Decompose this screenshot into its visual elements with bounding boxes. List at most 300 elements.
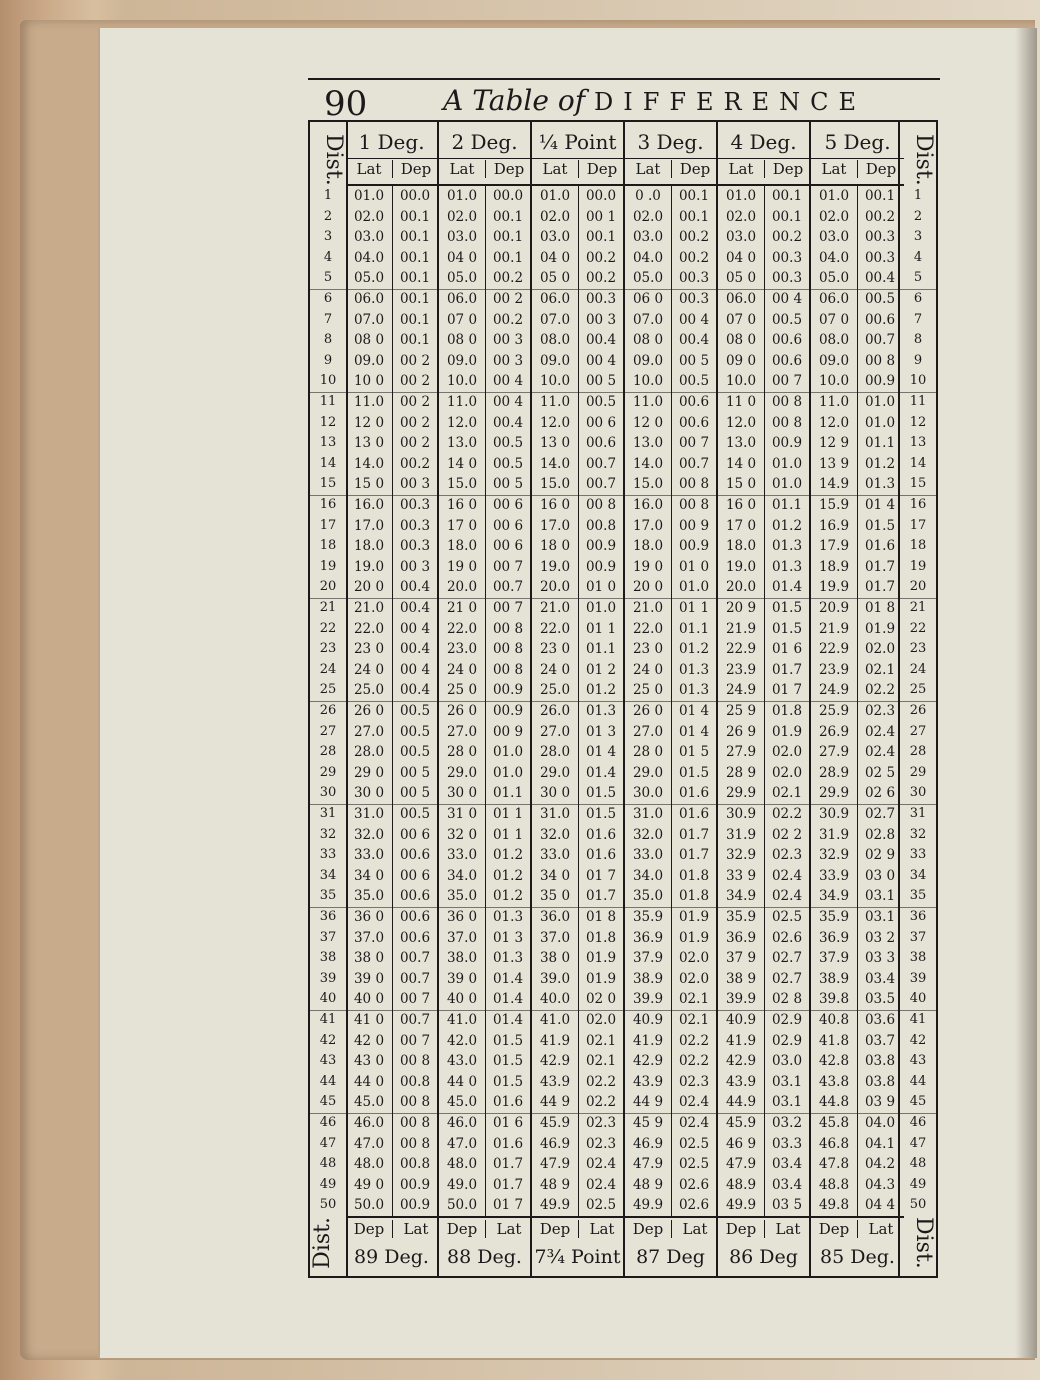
dep-cell: 03.5 [864, 991, 896, 1008]
lat-cell: 31.0 [539, 806, 571, 822]
lat-cell: 40 0 [446, 991, 478, 1008]
dep-cell: 01.1 [771, 497, 803, 513]
dep-cell: 03 5 [771, 1197, 803, 1214]
dist-number: 48 [319, 1156, 337, 1172]
dep-cell: 02.0 [864, 641, 896, 658]
dep-cell: 01.2 [771, 517, 803, 534]
lat-cell: 05 0 [539, 270, 571, 287]
dist-number: 24 [909, 661, 927, 677]
dep-cell: 01.4 [492, 970, 524, 987]
lat-cell: 02.0 [725, 208, 757, 225]
lat-cell: 09.0 [353, 352, 385, 369]
dist-number: 42 [319, 1032, 337, 1048]
sub-footer-dep: Dep [353, 1220, 385, 1238]
sub-footer-lat: Lat [392, 1220, 439, 1238]
dist-number: 23 [319, 641, 337, 657]
lat-cell: 28.0 [539, 744, 571, 761]
lat-cell: 46.9 [539, 1135, 571, 1152]
lat-cell: 27.0 [539, 723, 571, 740]
dep-cell: 01 7 [771, 682, 803, 699]
dep-cell: 00.3 [678, 291, 710, 307]
lat-cell: 16.0 [353, 497, 385, 513]
dep-cell: 00.6 [399, 909, 431, 925]
lat-cell: 39 0 [446, 970, 478, 987]
dep-cell: 00.5 [492, 435, 524, 452]
dep-cell: 00 6 [492, 538, 524, 555]
lat-cell: 09.0 [818, 352, 850, 369]
dep-cell: 03.1 [771, 1073, 803, 1090]
lat-cell: 35.9 [725, 909, 757, 925]
lat-cell: 23 0 [539, 641, 571, 658]
lat-cell: 18 0 [539, 538, 571, 555]
dist-number: 18 [319, 538, 337, 554]
dep-cell: 00.7 [585, 455, 617, 472]
lat-cell: 19.0 [353, 558, 385, 575]
dep-cell: 00.4 [399, 641, 431, 658]
dep-cell: 01.6 [492, 1135, 524, 1152]
dep-cell: 01.5 [492, 1073, 524, 1090]
lat-cell: 04 0 [725, 249, 757, 266]
dep-cell: 00.1 [399, 311, 431, 328]
dist-number: 32 [909, 826, 927, 842]
sub-header-lat: Lat [542, 160, 568, 178]
lat-cell: 18.9 [818, 558, 850, 575]
lat-cell: 05.0 [632, 270, 664, 287]
dep-cell: 00 8 [771, 414, 803, 431]
sub-footer-dep: Dep [632, 1220, 664, 1238]
lat-cell: 17 0 [446, 517, 478, 534]
lat-cell: 49.9 [539, 1197, 571, 1214]
lat-cell: 24 0 [446, 661, 478, 678]
lat-cell: 15.0 [539, 476, 571, 493]
dist-number: 29 [909, 764, 927, 780]
lat-cell: 01.0 [818, 188, 850, 204]
lat-cell: 04 0 [446, 249, 478, 266]
lat-cell: 41.8 [818, 1032, 850, 1049]
dep-cell: 03 0 [864, 867, 896, 884]
dist-number: 10 [909, 373, 927, 389]
dep-cell: 01.1 [864, 435, 896, 452]
dep-cell: 02.1 [864, 661, 896, 678]
lat-cell: 36.9 [725, 929, 757, 946]
title-caps: DIFFERENCE [593, 88, 866, 116]
lat-cell: 12.0 [446, 414, 478, 431]
lat-cell: 24.9 [818, 682, 850, 699]
lat-cell: 22.9 [725, 641, 757, 658]
dep-cell: 00.2 [678, 249, 710, 266]
lat-cell: 47.9 [725, 1156, 757, 1173]
dep-cell: 00.9 [399, 1197, 431, 1214]
dep-cell: 00.3 [585, 291, 617, 307]
dep-cell: 00 8 [399, 1053, 431, 1070]
lat-cell: 35.0 [632, 888, 664, 905]
dep-cell: 01.3 [678, 682, 710, 699]
lat-cell: 20 0 [353, 579, 385, 596]
group-footer: 88 Deg. [447, 1246, 522, 1268]
lat-cell: 06 0 [632, 291, 664, 307]
lat-cell: 45 9 [632, 1115, 664, 1131]
dist-number: 5 [323, 270, 333, 286]
dep-cell: 02.6 [678, 1176, 710, 1193]
dep-cell: 00.1 [399, 291, 431, 307]
dep-cell: 01.6 [678, 806, 710, 822]
row-group-rule [310, 1010, 936, 1011]
lat-cell: 26 0 [353, 703, 385, 719]
lat-cell: 29.9 [818, 785, 850, 802]
dep-cell: 02.4 [864, 744, 896, 761]
lat-cell: 14 0 [446, 455, 478, 472]
dep-cell: 00.5 [771, 311, 803, 328]
dep-cell: 02.5 [585, 1197, 617, 1214]
dep-cell: 01.7 [864, 558, 896, 575]
lat-cell: 46.0 [446, 1115, 478, 1131]
group-footer: 85 Deg. [820, 1246, 895, 1268]
dep-cell: 01.2 [492, 847, 524, 864]
dist-number: 47 [909, 1135, 927, 1151]
dep-cell: 00.1 [399, 270, 431, 287]
dep-cell: 01.0 [771, 476, 803, 493]
dist-number: 3 [323, 229, 333, 245]
dist-number: 44 [909, 1073, 927, 1089]
dist-number: 42 [909, 1032, 927, 1048]
dep-cell: 00.5 [678, 373, 710, 390]
dep-cell: 00 7 [492, 600, 524, 616]
dist-number: 50 [909, 1197, 927, 1213]
dep-cell: 01.7 [771, 661, 803, 678]
sub-header-top [439, 158, 530, 186]
dep-cell: 04.2 [864, 1156, 896, 1173]
title-italic: A Table of [443, 84, 586, 117]
dep-cell: 00 3 [585, 311, 617, 328]
lat-cell: 49.9 [632, 1197, 664, 1214]
dep-cell: 00 5 [585, 373, 617, 390]
dist-number: 39 [909, 970, 927, 986]
dep-cell: 00.2 [492, 270, 524, 287]
lat-cell: 17.0 [539, 517, 571, 534]
lat-cell: 17.0 [632, 517, 664, 534]
lat-cell: 03.0 [725, 229, 757, 246]
lat-cell: 15 0 [725, 476, 757, 493]
sub-header-dep: Dep [671, 160, 718, 178]
lat-cell: 32 0 [446, 826, 478, 843]
dep-cell: 01.7 [585, 888, 617, 905]
lat-cell: 03.0 [818, 229, 850, 246]
lat-cell: 31.9 [725, 826, 757, 843]
lat-cell: 34 0 [353, 867, 385, 884]
dep-cell: 02.9 [771, 1012, 803, 1028]
sub-footer-lat: Lat [857, 1220, 904, 1238]
lat-cell: 14.9 [818, 476, 850, 493]
row-group-rule [310, 701, 936, 702]
lat-cell: 37.0 [353, 929, 385, 946]
dep-cell: 02.3 [771, 847, 803, 864]
dist-number: 9 [323, 352, 333, 368]
dist-number: 30 [319, 785, 337, 801]
lat-cell: 25.9 [818, 703, 850, 719]
lat-cell: 11.0 [353, 394, 385, 410]
lat-cell: 38.9 [818, 970, 850, 987]
lat-cell: 09 0 [725, 352, 757, 369]
dist-number: 13 [909, 435, 927, 451]
dist-number: 9 [913, 352, 923, 368]
dep-cell: 00 2 [399, 373, 431, 390]
lat-cell: 21.0 [539, 600, 571, 616]
lat-cell: 10.0 [818, 373, 850, 390]
dist-number: 21 [319, 600, 337, 615]
dist-number: 7 [913, 311, 923, 327]
lat-cell: 11.0 [632, 394, 664, 410]
dep-cell: 01.0 [864, 394, 896, 410]
dist-number: 22 [909, 620, 927, 636]
dep-cell: 03.1 [771, 1094, 803, 1111]
dist-number: 44 [319, 1073, 337, 1089]
lat-cell: 34.9 [725, 888, 757, 905]
dep-cell: 00.3 [864, 249, 896, 266]
lat-cell: 29.9 [725, 785, 757, 802]
dist-number: 41 [909, 1012, 927, 1027]
dep-cell: 00.3 [399, 517, 431, 534]
dep-cell: 00.1 [492, 229, 524, 246]
dep-cell: 01 1 [492, 806, 524, 822]
dist-number: 31 [909, 806, 927, 821]
lat-cell: 36 0 [446, 909, 478, 925]
lat-cell: 33.0 [632, 847, 664, 864]
dep-cell: 02.4 [585, 1156, 617, 1173]
dep-cell: 01.6 [678, 785, 710, 802]
dep-cell: 02 6 [864, 785, 896, 802]
dep-cell: 01.8 [771, 703, 803, 719]
lat-cell: 26 0 [632, 703, 664, 719]
lat-cell: 06.0 [818, 291, 850, 307]
lat-cell: 31 0 [446, 806, 478, 822]
dep-cell: 00.1 [771, 208, 803, 225]
sub-footer-lat: Lat [578, 1220, 625, 1238]
dist-number: 45 [319, 1094, 337, 1110]
lat-cell: 47.9 [539, 1156, 571, 1173]
dist-number: 30 [909, 785, 927, 801]
lat-cell: 45.9 [725, 1115, 757, 1131]
lat-cell: 32.0 [632, 826, 664, 843]
dep-cell: 00 2 [399, 414, 431, 431]
row-group-rule [310, 907, 936, 908]
lat-cell: 33.9 [818, 867, 850, 884]
lat-cell: 07 0 [725, 311, 757, 328]
lat-cell: 42.9 [539, 1053, 571, 1070]
column-group-3 [532, 122, 625, 1276]
dep-cell: 00 2 [492, 291, 524, 307]
dist-number: 28 [909, 744, 927, 760]
dist-number: 37 [909, 929, 927, 945]
lat-cell: 17 0 [725, 517, 757, 534]
lat-cell: 20.9 [818, 600, 850, 616]
lat-cell: 14 0 [725, 455, 757, 472]
lat-cell: 41.0 [446, 1012, 478, 1028]
dep-cell: 00 2 [399, 435, 431, 452]
dep-cell: 01 3 [492, 929, 524, 946]
sub-header-lat: Lat [449, 160, 475, 178]
dist-number: 40 [319, 991, 337, 1007]
dep-cell: 01.6 [864, 538, 896, 555]
dist-number: 17 [319, 517, 337, 533]
dep-cell: 03.4 [771, 1176, 803, 1193]
dist-number: 48 [909, 1156, 927, 1172]
lat-cell: 31.0 [353, 806, 385, 822]
dep-cell: 01.0 [771, 455, 803, 472]
dep-cell: 02.6 [771, 929, 803, 946]
lat-cell: 22.9 [818, 641, 850, 658]
dep-cell: 02.1 [585, 1053, 617, 1070]
group-heading: ¼ Point [532, 122, 623, 159]
sub-header-lat: Lat [821, 160, 847, 178]
dep-cell: 00 8 [492, 620, 524, 637]
dep-cell: 00.4 [492, 414, 524, 431]
dist-number: 4 [913, 249, 923, 265]
lat-cell: 30 0 [353, 785, 385, 802]
lat-cell: 30.9 [818, 806, 850, 822]
dep-cell: 01.2 [678, 641, 710, 658]
dep-cell: 01.4 [492, 991, 524, 1008]
dist-number: 36 [319, 909, 337, 924]
dist-number: 1 [913, 188, 923, 203]
sub-header-lat: Lat [356, 160, 382, 178]
row-group-rule [310, 495, 936, 496]
lat-cell: 21.9 [818, 620, 850, 637]
dist-number: 46 [319, 1115, 337, 1130]
dep-cell: 02.2 [585, 1094, 617, 1111]
lat-cell: 01.0 [539, 188, 571, 204]
lat-cell: 02.0 [632, 208, 664, 225]
dist-number: 23 [909, 641, 927, 657]
lat-cell: 25 0 [446, 682, 478, 699]
dep-cell: 00 7 [399, 1032, 431, 1049]
lat-cell: 16 0 [446, 497, 478, 513]
dep-cell: 01.1 [492, 785, 524, 802]
dist-number: 28 [319, 744, 337, 760]
dep-cell: 00.5 [399, 703, 431, 719]
lat-cell: 28 0 [632, 744, 664, 761]
group-heading: 5 Deg. [811, 122, 904, 159]
dep-cell: 02.0 [585, 1012, 617, 1028]
dep-cell: 01.3 [678, 661, 710, 678]
lat-cell: 19.9 [818, 579, 850, 596]
dist-label-top-left: Dist. [321, 134, 346, 186]
lat-cell: 27.0 [446, 723, 478, 740]
lat-cell: 19 0 [446, 558, 478, 575]
lat-cell: 41.9 [632, 1032, 664, 1049]
dep-cell: 01 3 [585, 723, 617, 740]
dep-cell: 00.2 [771, 229, 803, 246]
lat-cell: 06.0 [539, 291, 571, 307]
dep-cell: 01.7 [492, 1176, 524, 1193]
lat-cell: 12.0 [725, 414, 757, 431]
lat-cell: 46.8 [818, 1135, 850, 1152]
dist-number: 27 [319, 723, 337, 739]
lat-cell: 21.0 [353, 600, 385, 616]
dist-number: 38 [909, 950, 927, 966]
lat-cell: 07 0 [446, 311, 478, 328]
dep-cell: 02.0 [678, 950, 710, 967]
lat-cell: 08.0 [539, 332, 571, 349]
lat-cell: 12 0 [353, 414, 385, 431]
dep-cell: 02.2 [585, 1073, 617, 1090]
lat-cell: 23.9 [725, 661, 757, 678]
dist-number: 34 [909, 867, 927, 883]
lat-cell: 11.0 [539, 394, 571, 410]
lat-cell: 35.9 [632, 909, 664, 925]
dep-cell: 00.7 [678, 455, 710, 472]
dep-cell: 04 4 [864, 1197, 896, 1214]
dep-cell: 01.4 [492, 1012, 524, 1028]
page-header [308, 78, 940, 122]
lat-cell: 25.0 [353, 682, 385, 699]
page-title [443, 84, 866, 117]
lat-cell: 27.0 [353, 723, 385, 740]
dep-cell: 00 5 [399, 785, 431, 802]
lat-cell: 48.9 [725, 1176, 757, 1193]
lat-cell: 45.0 [446, 1094, 478, 1111]
lat-cell: 28 9 [725, 764, 757, 781]
lat-cell: 09.0 [539, 352, 571, 369]
dep-cell: 00 4 [492, 373, 524, 390]
lat-cell: 05.0 [446, 270, 478, 287]
lat-cell: 26.0 [539, 703, 571, 719]
lat-cell: 28 0 [446, 744, 478, 761]
dep-cell: 02.3 [585, 1115, 617, 1131]
dist-column-left [310, 122, 348, 1276]
lat-cell: 38 9 [725, 970, 757, 987]
lat-cell: 48 9 [632, 1176, 664, 1193]
dep-cell: 01.5 [864, 517, 896, 534]
dep-cell: 00 8 [678, 476, 710, 493]
lat-cell: 41.0 [539, 1012, 571, 1028]
lat-cell: 37.9 [818, 950, 850, 967]
dep-cell: 02.5 [678, 1135, 710, 1152]
lat-cell: 18.0 [632, 538, 664, 555]
lat-cell: 49.8 [818, 1197, 850, 1214]
lat-cell: 04.0 [632, 249, 664, 266]
lat-cell: 28.9 [818, 764, 850, 781]
lat-cell: 34 0 [539, 867, 571, 884]
dep-cell: 04.1 [864, 1135, 896, 1152]
dep-cell: 02.3 [864, 703, 896, 719]
dep-cell: 00 3 [492, 352, 524, 369]
dep-cell: 03.2 [771, 1115, 803, 1131]
dist-number: 49 [319, 1176, 337, 1192]
dep-cell: 00 3 [492, 332, 524, 349]
dep-cell: 01.5 [585, 806, 617, 822]
lat-cell: 30 0 [539, 785, 571, 802]
lat-cell: 03.0 [632, 229, 664, 246]
dist-number: 6 [913, 291, 923, 306]
sub-header-top [532, 158, 623, 186]
sub-header-top [346, 158, 437, 186]
dep-cell: 01.5 [492, 1053, 524, 1070]
lat-cell: 11.0 [818, 394, 850, 410]
dep-cell: 01.2 [585, 682, 617, 699]
dep-cell: 03.4 [771, 1156, 803, 1173]
lat-cell: 08 0 [353, 332, 385, 349]
dep-cell: 00 4 [678, 311, 710, 328]
sub-header-lat: Lat [635, 160, 661, 178]
lat-cell: 07.0 [539, 311, 571, 328]
lat-cell: 43.9 [632, 1073, 664, 1090]
dist-number: 31 [319, 806, 337, 821]
lat-cell: 33.0 [353, 847, 385, 864]
dist-number: 18 [909, 538, 927, 554]
dep-cell: 00.1 [399, 249, 431, 266]
column-group-2 [439, 122, 532, 1276]
dep-cell: 00 3 [399, 476, 431, 493]
